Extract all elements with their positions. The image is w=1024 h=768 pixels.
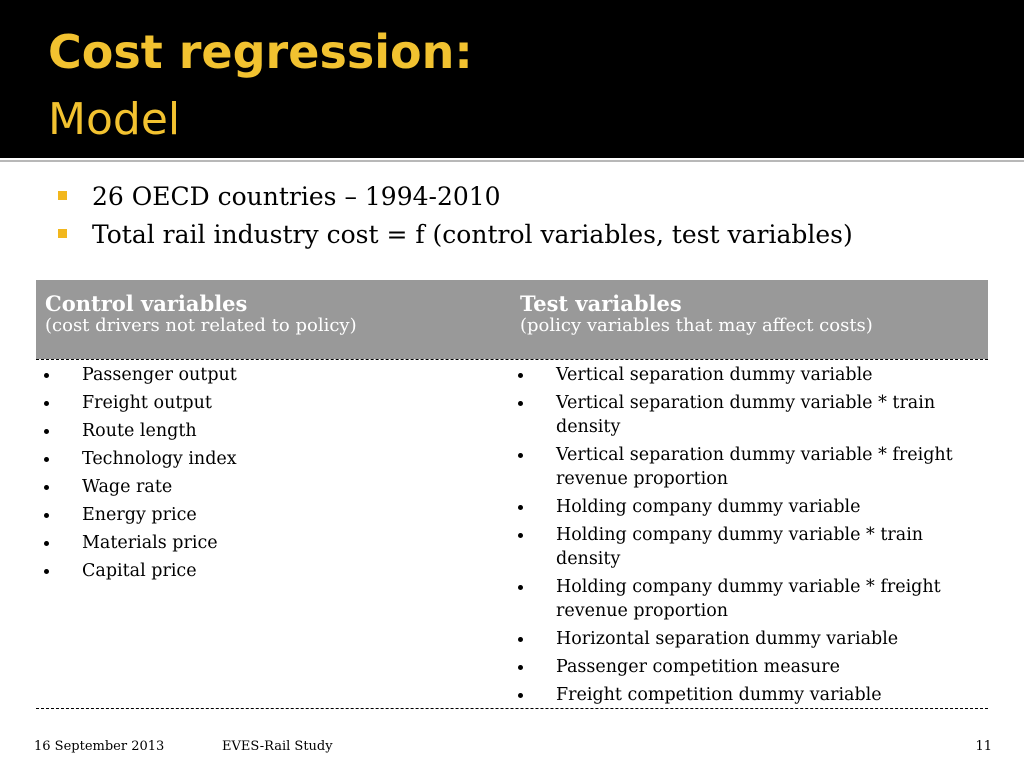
list-item-text: Technology index: [82, 449, 237, 469]
bullet-item: [58, 178, 998, 216]
title-divider: [0, 160, 1024, 162]
round-bullet-icon: [44, 485, 49, 490]
bullet-text: Total rail industry cost = f (control variables, test variables): [92, 220, 853, 249]
list-item: [44, 363, 504, 387]
round-bullet-icon: [44, 401, 49, 406]
list-item-text: Energy price: [82, 505, 197, 525]
round-bullet-icon: [44, 513, 49, 518]
list-item-text: Route length: [82, 421, 197, 441]
list-item: [518, 627, 958, 651]
list-item: [518, 683, 958, 707]
round-bullet-icon: [518, 505, 523, 510]
list-item: [44, 503, 504, 527]
control-header-subtitle: (cost drivers not related to policy): [45, 315, 357, 336]
page-number: 11: [975, 739, 992, 754]
table-bottom-divider: [36, 708, 988, 709]
round-bullet-icon: [44, 541, 49, 546]
table-header-row: [36, 280, 988, 359]
list-item-text: Horizontal separation dummy variable: [556, 629, 899, 649]
list-item-text: Capital price: [82, 561, 197, 581]
round-bullet-icon: [44, 373, 49, 378]
list-item-text: Freight output: [82, 393, 212, 413]
variables-table: [36, 280, 988, 710]
round-bullet-icon: [44, 429, 49, 434]
slide-subtitle: Model: [48, 94, 181, 145]
test-header-subtitle: (policy variables that may affect costs): [520, 315, 873, 336]
control-variables-list: [44, 363, 504, 587]
table-header-divider: [36, 359, 988, 360]
list-item-text: Vertical separation dummy variable * train density: [556, 393, 936, 437]
test-variables-header: [520, 292, 873, 336]
list-item: [518, 363, 958, 387]
list-item-text: Vertical separation dummy variable: [556, 365, 873, 385]
round-bullet-icon: [518, 585, 523, 590]
round-bullet-icon: [518, 533, 523, 538]
list-item-text: Passenger output: [82, 365, 237, 385]
list-item: [518, 523, 958, 571]
test-header-title: Test variables: [520, 291, 682, 316]
list-item-text: Holding company dummy variable * freight revenue proportion: [556, 577, 941, 621]
round-bullet-icon: [518, 665, 523, 670]
list-item-text: Vertical separation dummy variable * freight revenue proportion: [556, 445, 953, 489]
footer-study-name: EVES-Rail Study: [222, 739, 333, 754]
list-item: [518, 443, 958, 491]
title-band: [0, 0, 1024, 158]
list-item-text: Freight competition dummy variable: [556, 685, 882, 705]
footer-date: 16 September 2013: [34, 739, 165, 754]
bullet-list: [58, 178, 998, 254]
list-item-text: Holding company dummy variable * train density: [556, 525, 924, 569]
list-item: [44, 559, 504, 583]
round-bullet-icon: [518, 453, 523, 458]
bullet-text: 26 OECD countries – 1994-2010: [92, 182, 501, 211]
test-variables-list: [518, 363, 958, 711]
list-item: [518, 575, 958, 623]
control-variables-header: [45, 292, 357, 336]
list-item: [44, 531, 504, 555]
round-bullet-icon: [518, 373, 523, 378]
round-bullet-icon: [518, 637, 523, 642]
round-bullet-icon: [44, 569, 49, 574]
list-item: [518, 391, 958, 439]
slide-title: Cost regression:: [48, 25, 473, 79]
bullet-item: [58, 216, 998, 254]
list-item-text: Holding company dummy variable: [556, 497, 861, 517]
list-item: [518, 655, 958, 679]
list-item: [44, 391, 504, 415]
round-bullet-icon: [518, 693, 523, 698]
control-header-title: Control variables: [45, 291, 248, 316]
list-item: [44, 419, 504, 443]
square-bullet-icon: [58, 229, 67, 238]
round-bullet-icon: [518, 401, 523, 406]
list-item-text: Materials price: [82, 533, 218, 553]
list-item-text: Passenger competition measure: [556, 657, 840, 677]
list-item: [44, 475, 504, 499]
list-item: [518, 495, 958, 519]
round-bullet-icon: [44, 457, 49, 462]
list-item-text: Wage rate: [82, 477, 173, 497]
square-bullet-icon: [58, 191, 67, 200]
list-item: [44, 447, 504, 471]
